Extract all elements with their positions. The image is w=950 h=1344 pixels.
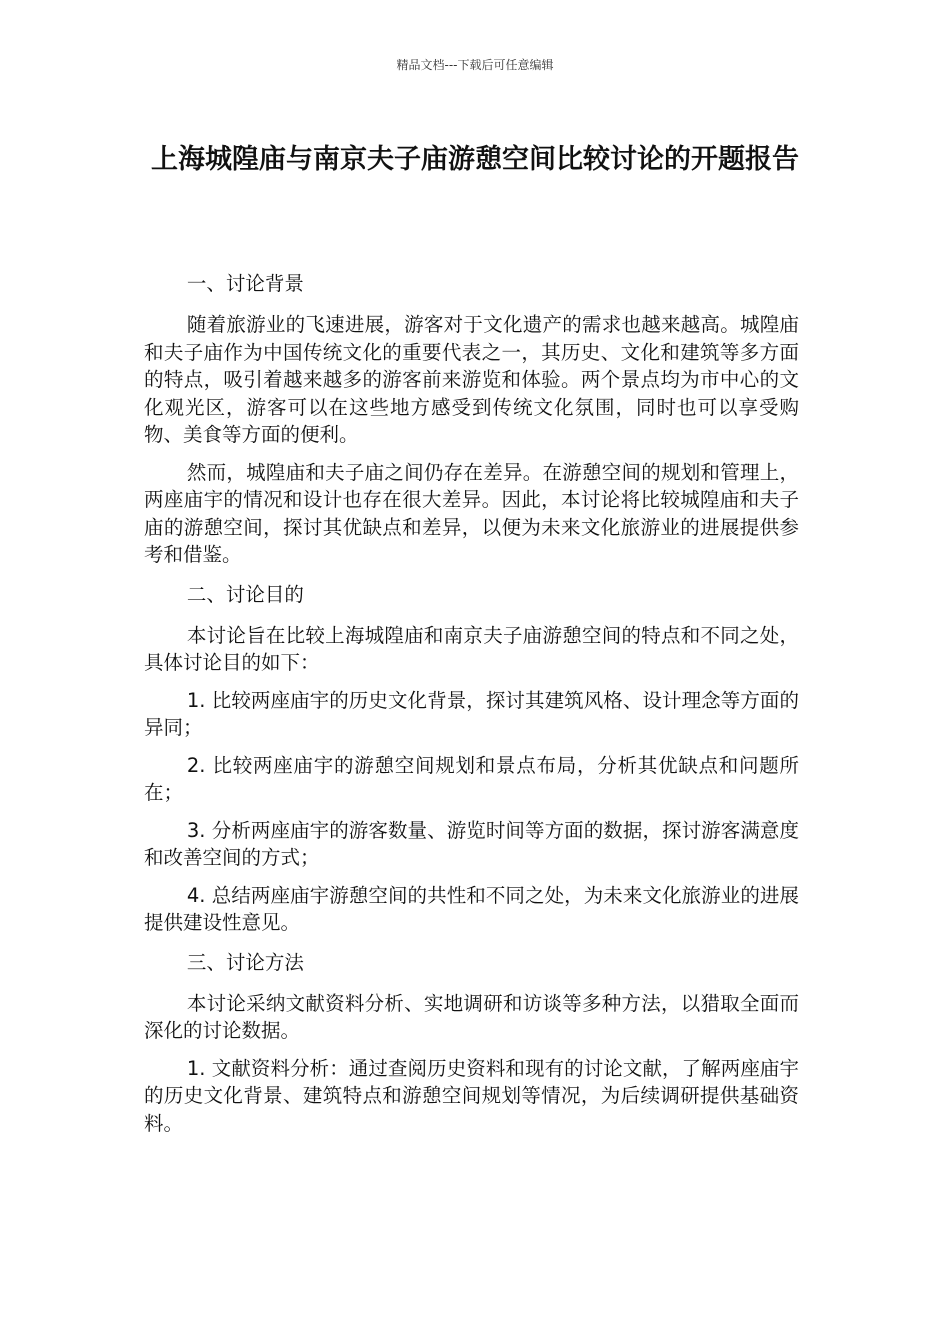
purpose-intro: 本讨论旨在比较上海城隍庙和南京夫子庙游憩空间的特点和不同之处，具体讨论目的如下： [144, 623, 799, 674]
purpose-item-1: 1. 比较两座庙宇的历史文化背景，探讨其建筑风格、设计理念等方面的异同； [144, 688, 799, 739]
page-header-watermark: 精品文档---下载后可任意编辑 [396, 58, 554, 72]
purpose-item-4: 4. 总结两座庙宇游憩空间的共性和不同之处，为未来文化旅游业的进展提供建设性意见。 [144, 883, 799, 934]
document-title: 上海城隍庙与南京夫子庙游憩空间比较讨论的开题报告 [151, 144, 799, 175]
background-paragraph-1: 随着旅游业的飞速进展，游客对于文化遗产的需求也越来越高。城隍庙和夫子庙作为中国传统文化的重要代表之一，其历史、文化和建筑等多方面的特点，吸引着越来越多的游客前来游览和体验。两个景点均为市中心的文化观光区，游客可以在这些地方感受到传统文化氛围，同时也可以享受购物、美食等方面的便利。 [144, 313, 799, 446]
method-intro: 本讨论采纳文献资料分析、实地调研和访谈等多种方法，以猎取全面而深化的讨论数据。 [144, 991, 799, 1042]
document-body [144, 268, 799, 1147]
section-heading-background: 一、讨论背景 [186, 272, 304, 295]
purpose-item-3: 3. 分析两座庙宇的游客数量、游览时间等方面的数据，探讨游客满意度和改善空间的方式； [144, 818, 799, 869]
section-heading-purpose: 二、讨论目的 [186, 582, 304, 606]
method-item-1: 1. 文献资料分析：通过查阅历史资料和现有的讨论文献，了解两座庙宇的历史文化背景、建筑特点和游憩空间规划等情况，为后续调研提供基础资料。 [144, 1056, 799, 1135]
background-paragraph-2: 然而，城隍庙和夫子庙之间仍存在差异。在游憩空间的规划和管理上，两座庙宇的情况和设计也存在很大差异。因此，本讨论将比较城隍庙和夫子庙的游憩空间，探讨其优缺点和差异，以便为未来文化旅游业的进展提供参考和借鉴。 [144, 460, 799, 566]
purpose-item-2: 2. 比较两座庙宇的游憩空间规划和景点布局，分析其优缺点和问题所在； [144, 753, 799, 804]
section-heading-method: 三、讨论方法 [186, 950, 304, 974]
